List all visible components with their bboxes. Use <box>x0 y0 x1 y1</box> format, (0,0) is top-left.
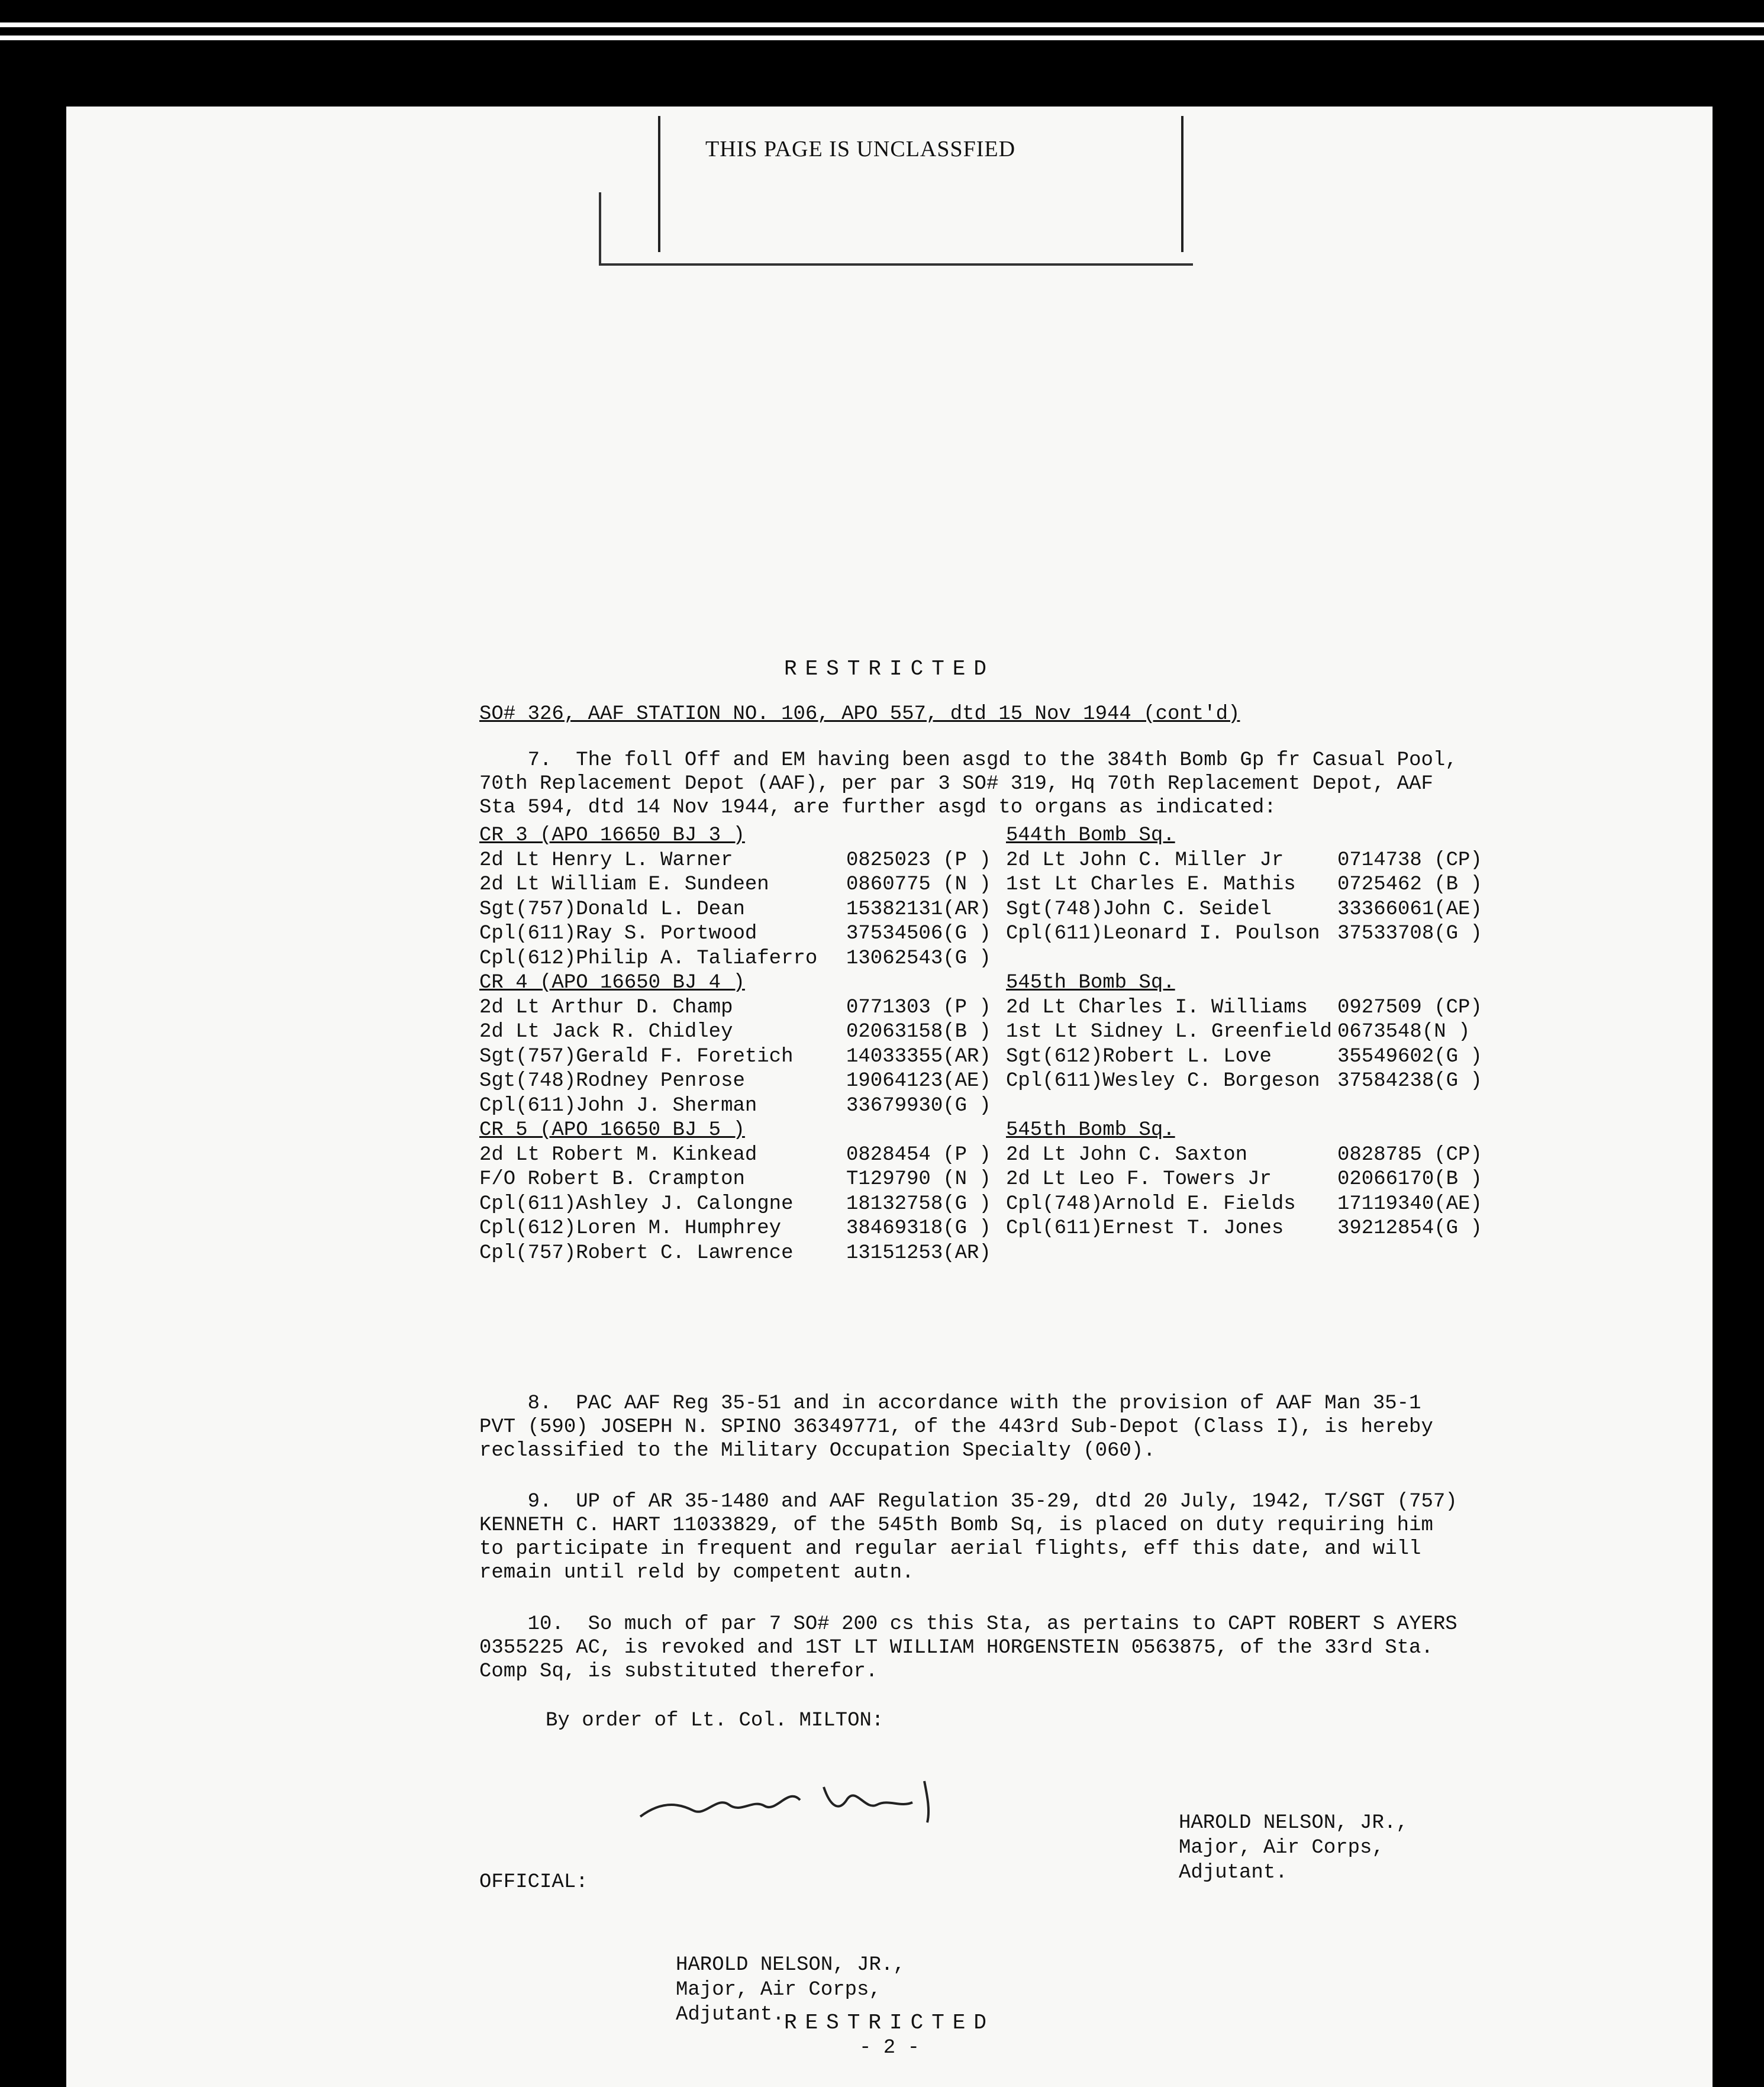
squadron-assignment-row <box>1006 1217 1621 1241</box>
page-number: - 2 - <box>859 2037 920 2059</box>
personnel-name: 2d Lt William E. Sundeen <box>479 873 769 896</box>
personnel-name: Cpl(611)Ernest T. Jones <box>1006 1217 1284 1240</box>
personnel-name: Sgt(748)Rodney Penrose <box>479 1070 745 1092</box>
personnel-name: 2d Lt Charles I. Williams <box>1006 996 1308 1019</box>
personnel-serial: 0825023 (P ) <box>846 849 991 872</box>
personnel-serial: 37584238(G ) <box>1337 1070 1482 1092</box>
personnel-name: Cpl(611)John J. Sherman <box>479 1094 757 1117</box>
personnel-name: Cpl(757)Robert C. Lawrence <box>479 1241 794 1265</box>
personnel-name: 2d Lt John C. Saxton <box>1006 1143 1248 1166</box>
personnel-name: 2d Lt Arthur D. Champ <box>479 996 733 1019</box>
squadron-assignment-row <box>1006 1192 1621 1217</box>
handwritten-signature <box>628 1763 983 1834</box>
personnel-name: 2d Lt John C. Miller Jr <box>1006 849 1284 872</box>
personnel-serial: 39212854(G ) <box>1337 1217 1482 1240</box>
personnel-serial: 13151253(AR) <box>846 1241 991 1265</box>
order-header: SO# 326, AAF STATION NO. 106, APO 557, dtd 15 Nov 1944 (cont'd) <box>479 703 1240 725</box>
official-label: OFFICIAL: <box>479 1871 588 1894</box>
paragraph-10: 10. So much of par 7 SO# 200 cs this Sta, as pertains to CAPT ROBERT S AYERS 0355225 AC, is revoked and 1ST LT WILLIAM HORGENSTEIN 0563875, of the 33rd Sta. Comp Sq, is substituted therefor. <box>479 1613 1457 1683</box>
row-spacer <box>1006 1241 1621 1266</box>
combat-crew-header: CR 5 (APO 16650 BJ 5 ) <box>479 1119 745 1141</box>
personnel-name: Sgt(757)Gerald F. Foretich <box>479 1045 794 1068</box>
squadron-assignment-row <box>1006 873 1621 898</box>
personnel-name: Cpl(612)Loren M. Humphrey <box>479 1217 782 1240</box>
personnel-serial: 15382131(AR) <box>846 898 991 921</box>
squadron-assignment-row <box>1006 849 1621 873</box>
personnel-serial: 38469318(G ) <box>846 1217 991 1240</box>
paragraph-9: 9. UP of AR 35-1480 and AAF Regulation 35-29, dtd 20 July, 1942, T/SGT (757) KENNETH C. HART 11033829, of the 545th Bomb Sq, is placed on duty requiring him to participate in frequent and regular aerial flights, eff this date, and will remain until reld by competent autn. <box>479 1491 1457 1584</box>
squadron-assignment-row <box>1006 922 1621 947</box>
personnel-serial: 0771303 (P ) <box>846 996 991 1019</box>
personnel-name: 2d Lt Henry L. Warner <box>479 849 733 872</box>
combat-crew-header: CR 4 (APO 16650 BJ 4 ) <box>479 972 745 994</box>
personnel-serial: 0927509 (CP) <box>1337 996 1482 1019</box>
squadron-assignment-row <box>1006 1143 1621 1168</box>
squadron-header: 545th Bomb Sq. <box>1006 972 1175 994</box>
by-order-line: By order of Lt. Col. MILTON: <box>546 1709 884 1732</box>
personnel-serial: 0860775 (N ) <box>846 873 991 896</box>
personnel-serial: 37534506(G ) <box>846 922 991 945</box>
personnel-serial: 33679930(G ) <box>846 1094 991 1117</box>
signature-block-right: HAROLD NELSON, JR., Major, Air Corps, Adjutant. <box>1179 1812 1408 1884</box>
personnel-name: 1st Lt Charles E. Mathis <box>1006 873 1296 896</box>
document-page <box>66 107 1713 2087</box>
combat-crew-header: CR 3 (APO 16650 BJ 3 ) <box>479 824 745 847</box>
classification-heading: RESTRICTED <box>783 657 995 681</box>
personnel-serial: 19064123(AE) <box>846 1070 991 1092</box>
scan-rule <box>0 22 1764 27</box>
squadron-assignment-row <box>1006 1020 1621 1045</box>
stamp-lower-edge <box>599 192 1193 266</box>
personnel-serial: 0725462 (B ) <box>1337 873 1482 896</box>
right-assignment-column <box>1006 824 1621 1266</box>
personnel-name: 2d Lt Jack R. Chidley <box>479 1021 733 1043</box>
personnel-name: 2d Lt Robert M. Kinkead <box>479 1143 757 1166</box>
row-spacer <box>1006 1094 1621 1119</box>
squadron-assignment-row <box>1006 1167 1621 1192</box>
personnel-serial: 33366061(AE) <box>1337 898 1482 921</box>
personnel-serial: 0714738 (CP) <box>1337 849 1482 872</box>
classification-footer: RESTRICTED <box>783 2011 995 2035</box>
personnel-name: Cpl(612)Philip A. Taliaferro <box>479 947 818 970</box>
personnel-serial: 18132758(G ) <box>846 1192 991 1215</box>
squadron-header: 544th Bomb Sq. <box>1006 824 1175 847</box>
squadron-assignment-row <box>1006 1045 1621 1070</box>
squadron-assignment-row <box>1006 898 1621 922</box>
personnel-name: 2d Lt Leo F. Towers Jr <box>1006 1168 1272 1191</box>
personnel-serial: 37533708(G ) <box>1337 922 1482 945</box>
personnel-serial: T129790 (N ) <box>846 1168 991 1191</box>
personnel-name: Cpl(748)Arnold E. Fields <box>1006 1192 1296 1215</box>
signature-block-official: HAROLD NELSON, JR., Major, Air Corps, Adjutant. <box>676 1954 905 2026</box>
personnel-serial: 0673548(N ) <box>1337 1021 1470 1043</box>
personnel-name: F/O Robert B. Crampton <box>479 1168 745 1191</box>
scan-top-border <box>0 0 1764 18</box>
squadron-assignment-row <box>1006 1069 1621 1094</box>
personnel-serial: 0828454 (P ) <box>846 1143 991 1166</box>
personnel-name: Cpl(611)Ray S. Portwood <box>479 922 757 945</box>
personnel-serial: 13062543(G ) <box>846 947 991 970</box>
personnel-name: Cpl(611)Leonard I. Poulson <box>1006 922 1320 945</box>
personnel-name: Sgt(748)John C. Seidel <box>1006 898 1272 921</box>
personnel-name: 1st Lt Sidney L. Greenfield <box>1006 1021 1332 1043</box>
row-spacer <box>1006 947 1621 972</box>
personnel-serial: 02063158(B ) <box>846 1021 991 1043</box>
unclassified-stamp-text: THIS PAGE IS UNCLASSFIED <box>705 137 1016 162</box>
scan-rule <box>0 36 1764 40</box>
personnel-name: Cpl(611)Ashley J. Calongne <box>479 1192 794 1215</box>
personnel-serial: 35549602(G ) <box>1337 1045 1482 1068</box>
personnel-name: Sgt(757)Donald L. Dean <box>479 898 745 921</box>
paragraph-8: 8. PAC AAF Reg 35-51 and in accordance with the provision of AAF Man 35-1 PVT (590) JOSEPH N. SPINO 36349771, of the 443rd Sub-Depot (Class I), is hereby reclassified to the Military Occupation Specialty (060). <box>479 1392 1433 1462</box>
personnel-name: Cpl(611)Wesley C. Borgeson <box>1006 1070 1320 1092</box>
squadron-header: 545th Bomb Sq. <box>1006 1119 1175 1141</box>
personnel-serial: 02066170(B ) <box>1337 1168 1482 1191</box>
personnel-serial: 0828785 (CP) <box>1337 1143 1482 1166</box>
squadron-assignment-row <box>1006 996 1621 1021</box>
paragraph-7: 7. The foll Off and EM having been asgd to the 384th Bomb Gp fr Casual Pool, 70th Replacement Depot (AAF), per par 3 SO# 319, Hq 70th Replacement Depot, AAF Sta 594, dtd 14 Nov 1944, are further asgd to organs as indicated: <box>479 749 1457 819</box>
personnel-serial: 17119340(AE) <box>1337 1192 1482 1215</box>
personnel-serial: 14033355(AR) <box>846 1045 991 1068</box>
personnel-name: Sgt(612)Robert L. Love <box>1006 1045 1272 1068</box>
